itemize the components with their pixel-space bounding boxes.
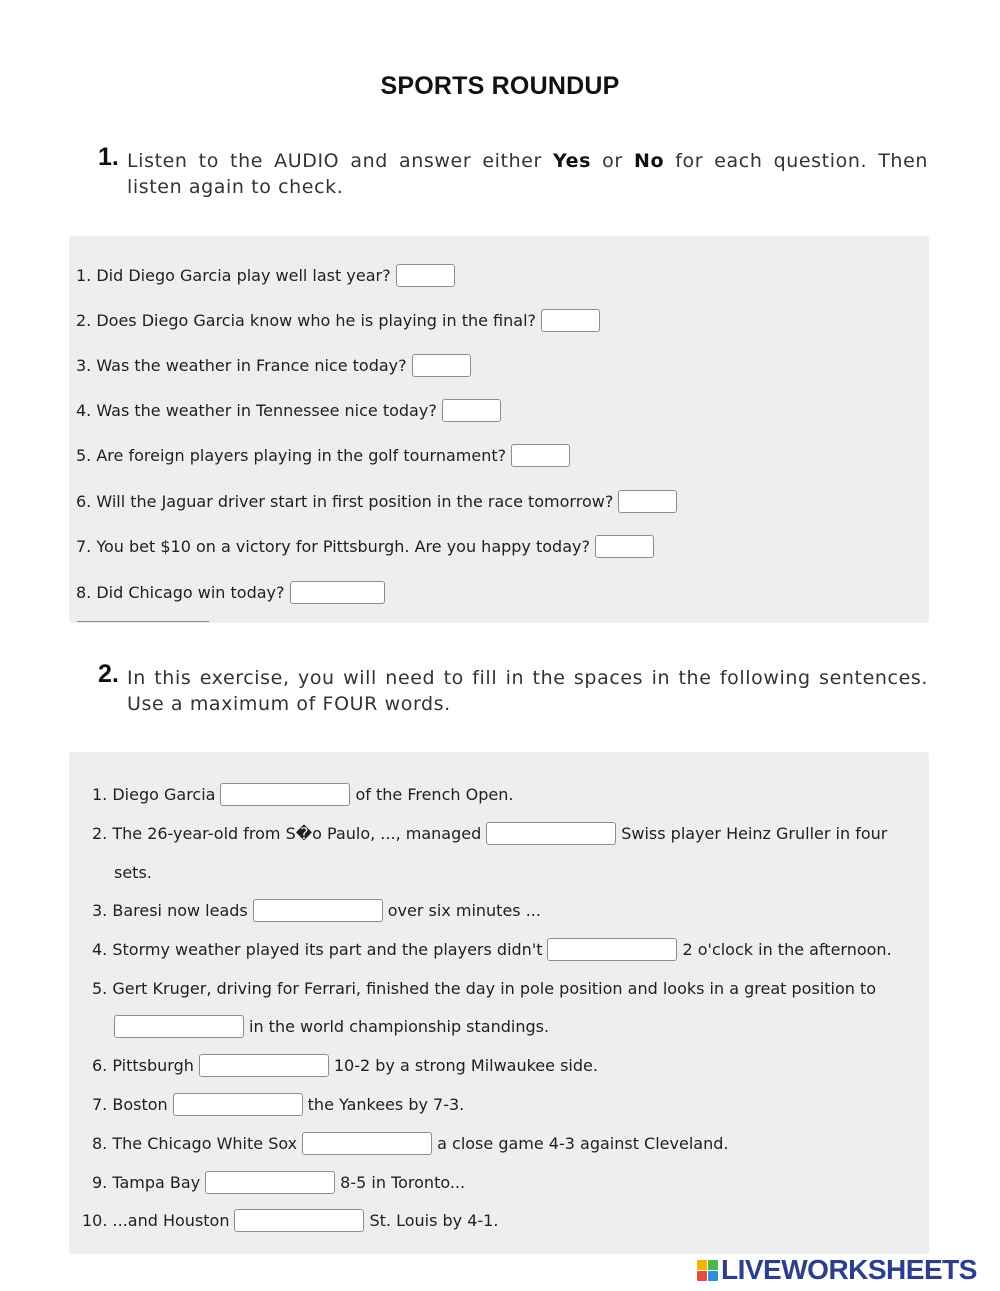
answer-input[interactable] bbox=[253, 899, 383, 922]
section-2-number: 2. bbox=[98, 660, 119, 688]
question-row bbox=[76, 442, 575, 468]
answer-input[interactable] bbox=[511, 444, 570, 467]
sentence-text: St. Louis by 4-1. bbox=[369, 1210, 499, 1230]
sentence-row bbox=[92, 975, 876, 1001]
question-text: 8. Did Chicago win today? bbox=[76, 582, 285, 602]
question-row bbox=[76, 533, 659, 559]
answer-input[interactable] bbox=[114, 1015, 244, 1038]
sentence-text: 10-2 by a strong Milwaukee side. bbox=[333, 1055, 598, 1075]
answer-input[interactable] bbox=[302, 1132, 432, 1155]
sentence-row bbox=[92, 1091, 464, 1117]
answer-input[interactable] bbox=[541, 309, 600, 332]
question-row bbox=[76, 488, 682, 514]
sentence-text: 4. Stormy weather played its part and the players didn't bbox=[92, 939, 543, 959]
answer-input[interactable] bbox=[595, 535, 654, 558]
sentence-row bbox=[82, 1207, 498, 1233]
sentence-row bbox=[92, 1052, 598, 1078]
instruction-text: or bbox=[591, 150, 634, 172]
question-row bbox=[76, 262, 460, 288]
liveworksheets-logo bbox=[697, 1254, 977, 1286]
question-text: 2. Does Diego Garcia know who he is playing in the final? bbox=[76, 310, 537, 330]
sentence-text: 8-5 in Toronto... bbox=[340, 1172, 466, 1192]
sentence-text: 3. Baresi now leads bbox=[92, 900, 248, 920]
question-row bbox=[76, 352, 476, 378]
question-row bbox=[76, 307, 605, 333]
question-text: 4. Was the weather in Tennessee nice today? bbox=[76, 400, 437, 420]
sentence-text: 10. ...and Houston bbox=[82, 1210, 230, 1230]
question-text: 3. Was the weather in France nice today? bbox=[76, 355, 407, 375]
sentence-text: a close game 4-3 against Cleveland. bbox=[437, 1133, 729, 1153]
question-text: 6. Will the Jaguar driver start in first position in the race tomorrow? bbox=[76, 491, 614, 511]
sentence-row bbox=[92, 820, 887, 846]
sentence-continuation bbox=[114, 859, 152, 885]
question-text: 7. You bet $10 on a victory for Pittsburgh. Are you happy today? bbox=[76, 536, 590, 556]
sentence-row bbox=[92, 897, 541, 923]
sentence-text: in the world championship standings. bbox=[249, 1016, 550, 1036]
answer-input[interactable] bbox=[173, 1093, 303, 1116]
instruction-text: Listen to the AUDIO and answer either bbox=[127, 150, 554, 172]
answer-input[interactable] bbox=[412, 354, 471, 377]
sentence-text: 2. The 26-year-old from S�o Paulo, ..., managed bbox=[92, 823, 482, 843]
sentence-text: over six minutes ... bbox=[387, 900, 541, 920]
answer-input[interactable] bbox=[618, 490, 677, 513]
question-text: 5. Are foreign players playing in the golf tournament? bbox=[76, 445, 507, 465]
logo-block bbox=[697, 1260, 707, 1270]
sentence-text: of the French Open. bbox=[355, 784, 514, 804]
answer-input[interactable] bbox=[486, 822, 616, 845]
section-2-instructions bbox=[98, 660, 928, 717]
answer-input[interactable] bbox=[234, 1209, 364, 1232]
divider bbox=[77, 621, 209, 622]
instruction-text: for each question. Then listen again to check. bbox=[127, 150, 929, 198]
sentence-text: 1. Diego Garcia bbox=[92, 784, 216, 804]
sentence-text: 8. The Chicago White Sox bbox=[92, 1133, 298, 1153]
question-row bbox=[76, 397, 506, 423]
sentence-row bbox=[92, 1130, 728, 1156]
answer-input[interactable] bbox=[547, 938, 677, 961]
yes-keyword: Yes bbox=[553, 150, 592, 172]
logo-block bbox=[697, 1271, 707, 1281]
sentence-text: 6. Pittsburgh bbox=[92, 1055, 194, 1075]
sentence-text: 5. Gert Kruger, driving for Ferrari, finished the day in pole position and looks in a great position to bbox=[92, 978, 877, 998]
sentence-row bbox=[92, 1169, 465, 1195]
yes-no-panel bbox=[69, 236, 929, 623]
page-title: SPORTS ROUNDUP bbox=[380, 72, 620, 100]
logo-block bbox=[708, 1271, 718, 1281]
instruction-text: In this exercise, you will need to fill in the spaces in the following sentences. Use a maximum of FOUR words. bbox=[127, 667, 928, 715]
sentence-text: 9. Tampa Bay bbox=[92, 1172, 201, 1192]
section-1-number: 1. bbox=[98, 143, 119, 171]
question-text: 1. Did Diego Garcia play well last year? bbox=[76, 265, 391, 285]
logo-block bbox=[708, 1260, 718, 1270]
answer-input[interactable] bbox=[199, 1054, 329, 1077]
sentence-row bbox=[92, 936, 892, 962]
logo-text: LIVEWORKSHEETS bbox=[721, 1254, 977, 1285]
section-1-instructions bbox=[98, 143, 929, 200]
sentence-text: 2 o'clock in the afternoon. bbox=[682, 939, 892, 959]
sentence-text: 7. Boston bbox=[92, 1094, 168, 1114]
answer-input[interactable] bbox=[220, 783, 350, 806]
sentence-text: sets. bbox=[114, 862, 152, 882]
answer-input[interactable] bbox=[396, 264, 455, 287]
sentence-row bbox=[92, 781, 513, 807]
fill-in-panel bbox=[69, 752, 929, 1254]
answer-input[interactable] bbox=[290, 581, 385, 604]
sentence-text: Swiss player Heinz Gruller in four bbox=[621, 823, 888, 843]
no-keyword: No bbox=[633, 150, 665, 172]
sentence-continuation bbox=[109, 1013, 549, 1039]
answer-input[interactable] bbox=[442, 399, 501, 422]
sentence-text: the Yankees by 7-3. bbox=[307, 1094, 465, 1114]
question-row bbox=[76, 579, 390, 605]
answer-input[interactable] bbox=[205, 1171, 335, 1194]
logo-blocks-icon bbox=[697, 1260, 718, 1281]
